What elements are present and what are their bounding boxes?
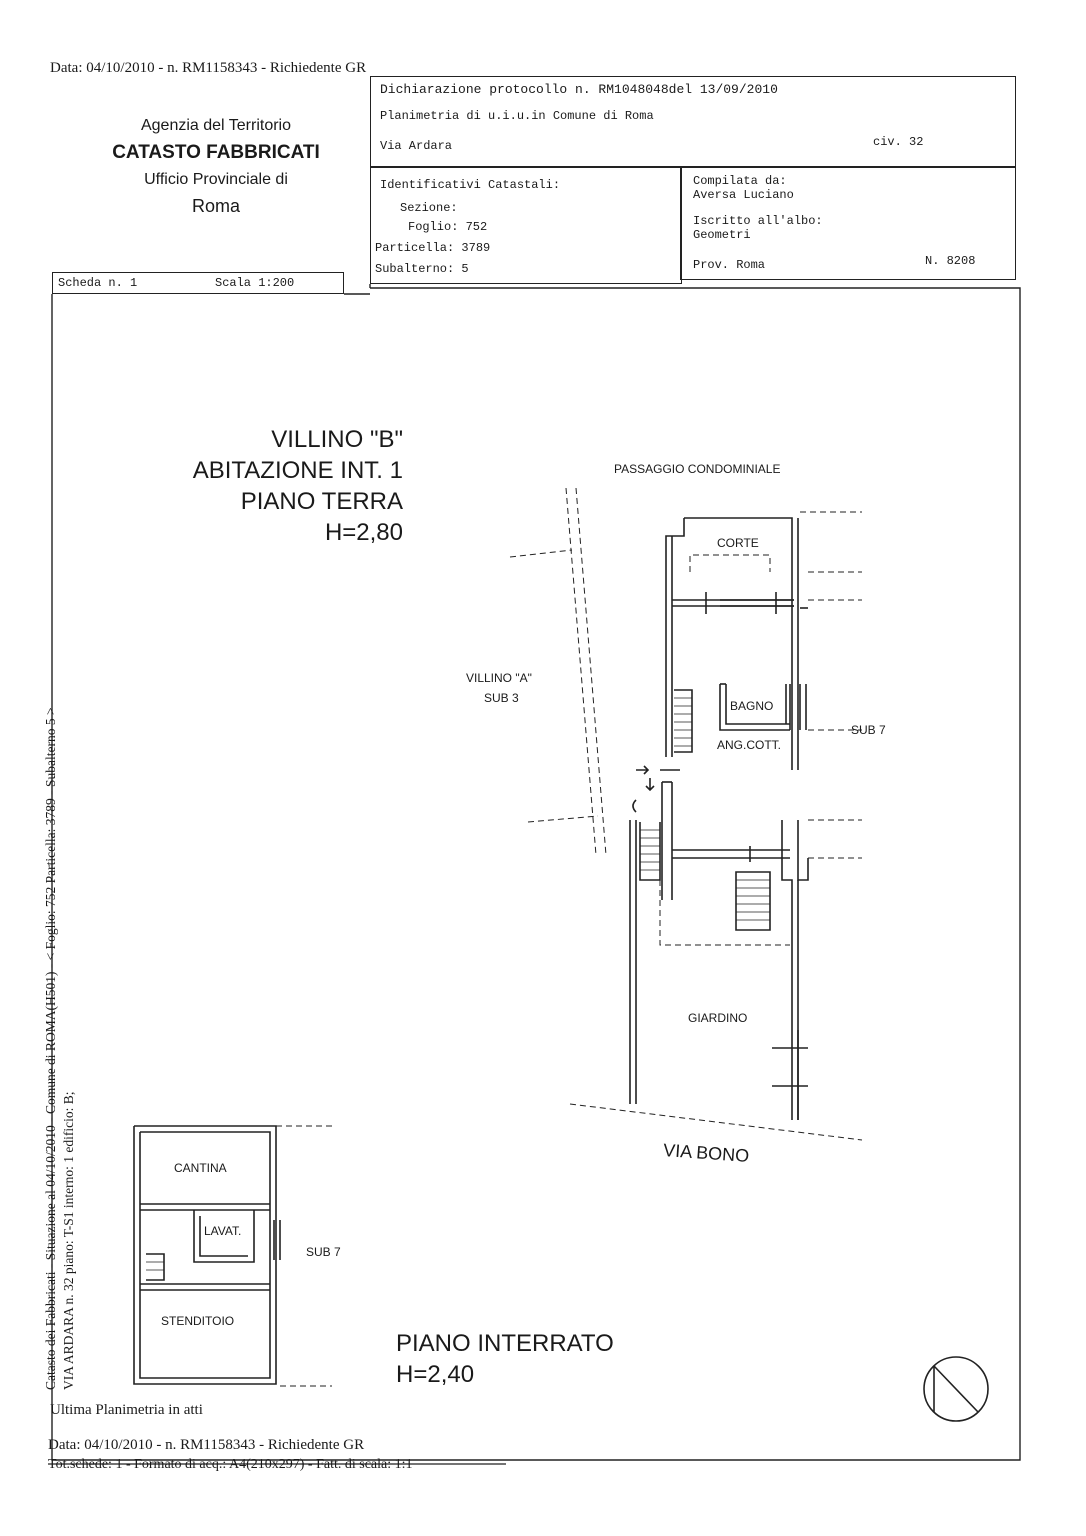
office-label: Ufficio Provinciale di: [144, 171, 288, 188]
footer-date-line: Data: 04/10/2010 - n. RM1158343 - Richiedente GR: [48, 1437, 365, 1453]
side-reference-text: [42, 707, 78, 1390]
compiler-name: Aversa Luciano: [693, 188, 794, 202]
stenditoio-label: STENDITOIO: [161, 1314, 235, 1328]
identifiers-heading: Identificativi Catastali:: [380, 178, 561, 192]
ang-cott-label: ANG.COTT.: [717, 738, 782, 752]
scheda-label: Scheda n. 1: [58, 276, 138, 290]
via-bono-label: VIA BONO: [662, 1140, 750, 1166]
basement-height: H=2,40: [396, 1361, 475, 1388]
bagno-label: BAGNO: [730, 699, 774, 713]
apartment-title: ABITAZIONE INT. 1: [192, 457, 403, 484]
passaggio-label: PASSAGGIO CONDOMINIALE: [614, 462, 781, 476]
province: Prov. Roma: [693, 258, 766, 272]
lavat-label: LAVAT.: [204, 1224, 242, 1238]
cantina-label: CANTINA: [174, 1161, 227, 1175]
register-number: N. 8208: [925, 254, 976, 268]
particella-value: Particella: 3789: [375, 241, 491, 255]
civic-number: civ. 32: [873, 135, 924, 149]
side-text-line1: Catasto dei Fabbricati - Situazione al 04/10/2010 - Comune di ROMA(H501) - < Foglio: 752 Particella: 3789 - Subalterno 5 >: [43, 707, 58, 1390]
registered-label: Iscritto all'albo:: [693, 214, 823, 228]
ground-floor-title: PIANO TERRA: [240, 488, 403, 515]
office-city: Roma: [191, 196, 240, 216]
villino-a-label: VILLINO "A": [466, 671, 532, 685]
agency-name: Agenzia del Territorio: [140, 117, 291, 134]
foglio-value: Foglio: 752: [408, 220, 488, 234]
north-arrow-icon: [924, 1357, 988, 1421]
profession: Geometri: [693, 228, 751, 242]
ground-floor-plan: [510, 488, 862, 1140]
protocol-line: Dichiarazione protocollo n. RM1048048del 13/09/2010: [380, 82, 778, 97]
last-plan-label: Ultima Planimetria in atti: [50, 1402, 203, 1418]
sub3-label: SUB 3: [484, 691, 519, 705]
plan-line: Planimetria di u.i.u.in Comune di Roma: [380, 109, 654, 123]
basement-title: PIANO INTERRATO: [396, 1330, 614, 1357]
footer-strike-line: Tot.schede: 1 - Formato di acq.: A4(210x297) - Fatt. di scala: 1:1: [48, 1457, 413, 1472]
subalterno-value: Subalterno: 5: [375, 262, 469, 276]
compiled-by-label: Compilata da:: [693, 174, 787, 188]
header-date-line: Data: 04/10/2010 - n. RM1158343 - Richiedente GR: [50, 60, 367, 76]
sezione-label: Sezione:: [400, 201, 458, 215]
sub7-ground-label: SUB 7: [851, 723, 886, 737]
ground-floor-height: H=2,80: [324, 519, 403, 546]
corte-label: CORTE: [717, 536, 759, 550]
catasto-title: CATASTO FABBRICATI: [112, 142, 320, 163]
street-name: Via Ardara: [380, 139, 453, 153]
villino-b-title: VILLINO "B": [271, 426, 403, 453]
side-text-line2: VIA ARDARA n. 32 piano: T-S1 interno: 1 edificio: B;: [61, 1091, 76, 1390]
basement-plan: [134, 1126, 332, 1386]
sub7-basement-label: SUB 7: [306, 1245, 341, 1259]
giardino-label: GIARDINO: [688, 1011, 748, 1025]
scala-label: Scala 1:200: [215, 276, 295, 290]
